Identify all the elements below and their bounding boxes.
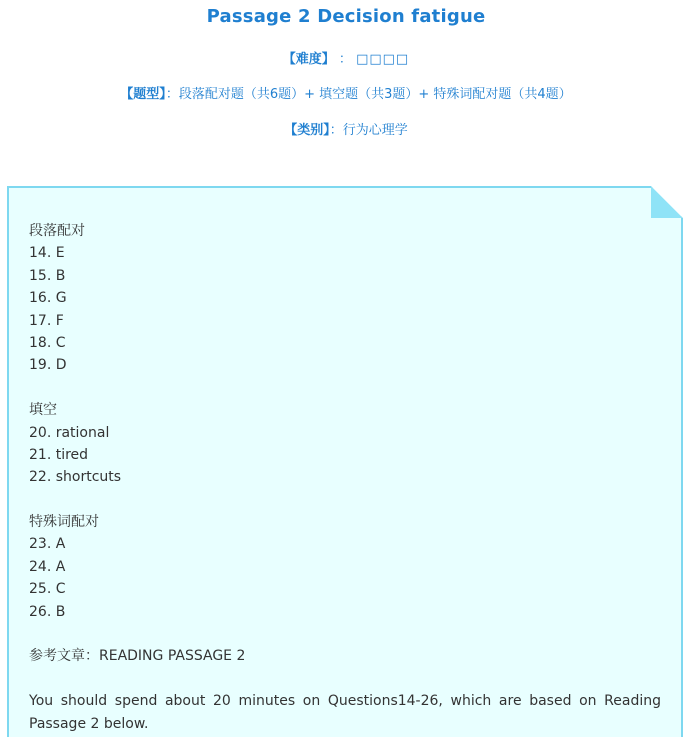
answer-item: 21. tired [29,446,89,463]
section-heading-paragraph-matching: 段落配对 [29,223,85,239]
category-value: ：行为心理学 [329,123,408,138]
category-line [0,119,692,138]
answer-item: 25. C [29,581,66,598]
answer-item: 24. A [29,558,66,575]
difficulty-separator: ： [338,52,352,67]
question-types-label: 【题型】 [120,87,166,102]
answer-item: 17. F [29,312,64,329]
difficulty-line [0,48,692,67]
answer-box [7,186,683,737]
question-types-line [0,83,692,102]
page-fold-corner [651,186,683,218]
answer-item: 23. A [29,536,66,553]
answer-content [29,220,661,735]
answer-item: 15. B [29,267,66,284]
spacer [29,489,661,511]
passage-title: Passage 2 Decision fatigue [206,6,486,27]
section-heading-word-matching: 特殊词配对 [29,514,99,531]
question-types-value: ：段落配对题（共6题）+ 填空题（共3题）+ 特殊词配对题（共4题） [165,87,572,102]
spacer [29,623,661,645]
difficulty-label: 【难度】 [282,52,335,67]
answer-item: 18. C [29,334,66,351]
answer-item: 20. rational [29,424,110,441]
reference-line: 参考文章：READING PASSAGE 2 [29,648,246,665]
answer-item: 22. shortcuts [29,469,122,486]
answer-item: 19. D [29,357,67,374]
spacer [29,668,661,690]
instructions-paragraph: You should spend about 20 minutes on Questions14-26, which are based on Reading Passage 2 below. [29,693,661,732]
difficulty-rating: □□□□ [356,52,410,67]
spacer [29,377,661,399]
answer-item: 14. E [29,245,65,262]
section-heading-fill-in: 填空 [29,402,57,419]
answer-item: 26. B [29,603,66,620]
answer-item: 16. G [29,290,67,307]
category-label: 【类别】 [284,123,330,138]
